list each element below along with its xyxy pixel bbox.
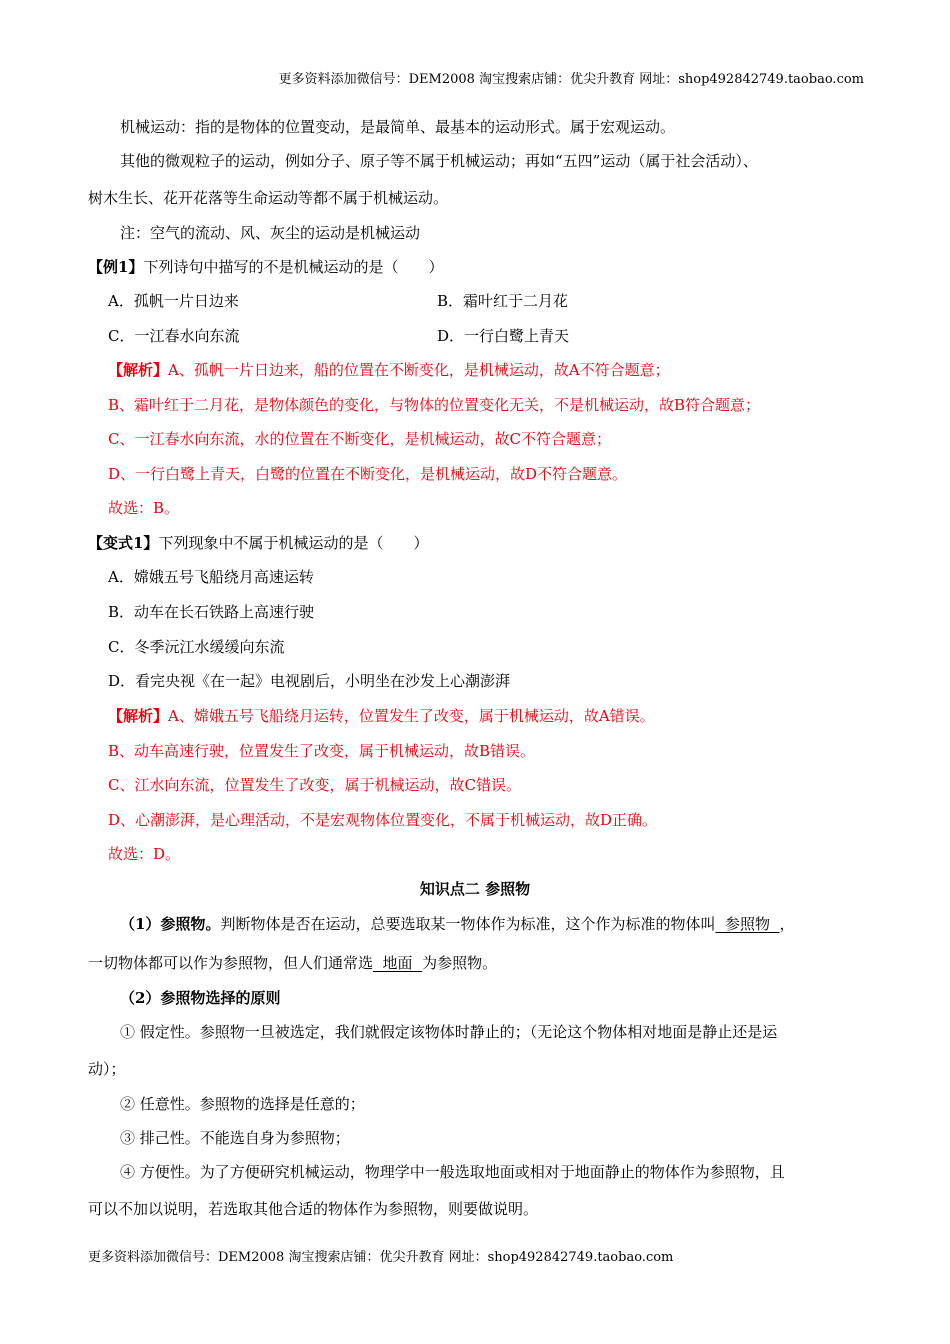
- example-1-option-d: D．一行白鹭上青天: [437, 327, 570, 345]
- definition-text-1: 判断物体是否在运动，总要选取某一物体作为标准，这个作为标准的物体叫: [220, 915, 716, 933]
- principle-1-cont: 动）；: [88, 1060, 126, 1078]
- example-1-option-b: B．霜叶红于二月花: [437, 292, 569, 310]
- variant-1-answer: 故选：D。: [108, 845, 181, 863]
- example-1-analysis-a-text: A、孤帆一片日边来，船的位置在不断变化，是机械运动，故A不符合题意；: [168, 361, 670, 379]
- principle-1: ① 假定性。参照物一旦被选定，我们就假定该物体时静止的；（无论这个物体相对地面是静止还是运: [120, 1023, 778, 1041]
- variant-1-tag: 【变式1】: [88, 534, 159, 552]
- definition-text-2-end: 为参照物。: [422, 954, 498, 972]
- variant-1-analysis-tag: 【解析】: [108, 707, 169, 725]
- definition-label: （1）参照物。: [120, 915, 221, 933]
- page-header: 更多资料添加微信号：DEM2008 淘宝搜索店铺：优尖升教育 网址：shop492842749.taobao.com: [278, 72, 864, 87]
- variant-1-analysis-a-text: A、嫦娥五号飞船绕月运转，位置发生了改变，属于机械运动，故A错误。: [168, 707, 655, 725]
- example-1-question-text: 下列诗句中描写的不是机械运动的是（ ）: [143, 258, 444, 276]
- example-1-tag: 【例1】: [88, 258, 144, 276]
- example-1-question: [88, 257, 443, 277]
- example-1-analysis-b: B、霜叶红于二月花，是物体颜色的变化，与物体的位置变化无关，不是机械运动，故B符合题意；: [108, 396, 761, 414]
- variant-1-question: [88, 533, 428, 553]
- definition-text-1-end: ，: [779, 915, 795, 933]
- variant-1-option-b: B．动车在长石铁路上高速行驶: [108, 603, 315, 621]
- principle-2: ② 任意性。参照物的选择是任意的；: [120, 1095, 365, 1113]
- section-2-definition-cont: [88, 953, 497, 973]
- example-1-option-a: A．孤帆一片日边来: [108, 292, 239, 310]
- principle-3: ③ 排己性。不能选自身为参照物；: [120, 1129, 350, 1147]
- variant-1-analysis-d: D、心潮澎湃，是心理活动，不是宏观物体位置变化，不属于机械运动，故D正确。: [108, 811, 658, 829]
- principle-4-cont: 可以不加以说明，若选取其他合适的物体作为参照物，则要做说明。: [88, 1200, 539, 1218]
- page-footer: 更多资料添加微信号：DEM2008 淘宝搜索店铺：优尖升教育 网址：shop492842749.taobao.com: [88, 1250, 674, 1265]
- intro-note: 注：空气的流动、风、灰尘的运动是机械运动: [120, 224, 421, 242]
- variant-1-option-d: D．看完央视《在一起》电视剧后，小明坐在沙发上心潮澎湃: [108, 672, 511, 690]
- variant-1-question-text: 下列现象中不属于机械运动的是（ ）: [158, 534, 429, 552]
- example-1-answer: 故选：B。: [108, 499, 180, 517]
- section-2-definition: [120, 914, 795, 934]
- definition-blank-1: 参照物: [715, 915, 780, 933]
- definition-text-2: 一切物体都可以作为参照物，但人们通常选: [88, 954, 374, 972]
- example-1-option-c: C．一江春水向东流: [108, 327, 240, 345]
- example-1-analysis-c: C、一江春水向东流，水的位置在不断变化，是机械运动，故C不符合题意；: [108, 430, 611, 448]
- variant-1-analysis-c: C、江水向东流，位置发生了改变，属于机械运动，故C错误。: [108, 776, 521, 794]
- section-2-title: 知识点二 参照物: [419, 880, 531, 898]
- intro-paragraph-2: 其他的微观粒子的运动，例如分子、原子等不属于机械运动；再如“五四”运动（属于社会活动）、: [120, 152, 758, 170]
- definition-blank-2: 地面: [373, 954, 423, 972]
- variant-1-option-a: A．嫦娥五号飞船绕月高速运转: [108, 568, 314, 586]
- example-1-analysis-a: [108, 360, 670, 380]
- principle-title: （2）参照物选择的原则: [120, 989, 281, 1007]
- intro-paragraph-1: 机械运动：指的是物体的位置变动，是最简单、最基本的运动形式。属于宏观运动。: [120, 118, 676, 136]
- example-1-analysis-d: D、一行白鹭上青天，白鹭的位置在不断变化，是机械运动，故D不符合题意。: [108, 465, 628, 483]
- variant-1-analysis-b: B、动车高速行驶，位置发生了改变，属于机械运动，故B错误。: [108, 742, 536, 760]
- variant-1-option-c: C．冬季沅江水缓缓向东流: [108, 638, 285, 656]
- example-1-analysis-tag: 【解析】: [108, 361, 169, 379]
- intro-paragraph-2-cont: 树木生长、花开花落等生命运动等都不属于机械运动。: [88, 189, 449, 207]
- variant-1-analysis-a: [108, 706, 655, 726]
- principle-4: ④ 方便性。为了方便研究机械运动，物理学中一般选取地面或相对于地面静止的物体作为参照物，且: [120, 1163, 785, 1181]
